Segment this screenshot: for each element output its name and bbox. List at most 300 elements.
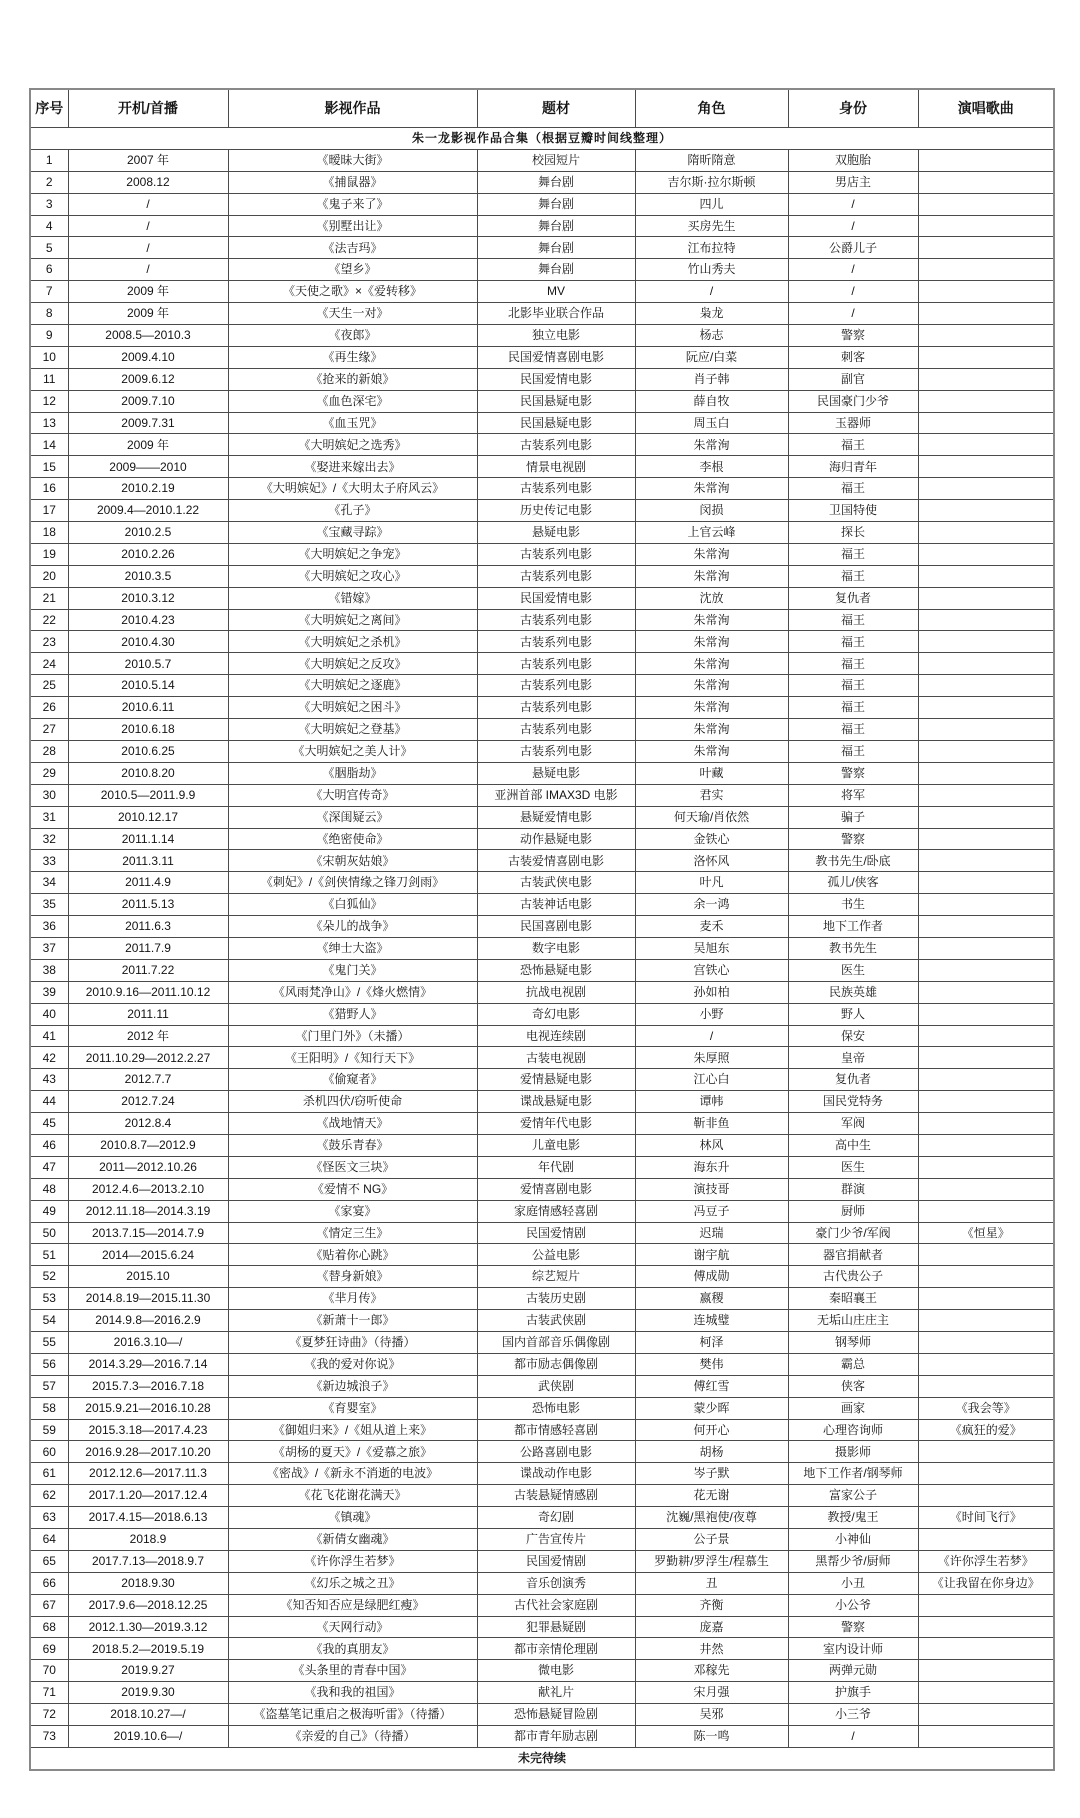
cell-genre: 古装系列电影 (477, 434, 635, 456)
column-header-genre: 题材 (477, 89, 635, 128)
cell-role: 沈放 (635, 587, 788, 609)
cell-date: 2012.11.18—2014.3.19 (68, 1200, 228, 1222)
cell-identity: 黑帮少爷/厨师 (788, 1550, 918, 1572)
cell-no: 37 (30, 937, 68, 959)
cell-date: 2012.8.4 (68, 1113, 228, 1135)
cell-no: 54 (30, 1310, 68, 1332)
table-row (30, 1288, 1054, 1310)
cell-date: 2012 年 (68, 1025, 228, 1047)
table-row (30, 412, 1054, 434)
cell-no: 45 (30, 1113, 68, 1135)
table-row (30, 1222, 1054, 1244)
cell-song (918, 609, 1054, 631)
cell-identity: 护旗手 (788, 1682, 918, 1704)
cell-identity: 探长 (788, 522, 918, 544)
cell-song (918, 1310, 1054, 1332)
cell-song (918, 1113, 1054, 1135)
cell-date: 2007 年 (68, 149, 228, 171)
cell-song (918, 784, 1054, 806)
cell-role: 齐衡 (635, 1594, 788, 1616)
cell-title: 《再生缘》 (228, 346, 477, 368)
footer-row (30, 1747, 1054, 1769)
cell-song (918, 346, 1054, 368)
table-row (30, 1331, 1054, 1353)
cell-no: 33 (30, 850, 68, 872)
table-row (30, 1047, 1054, 1069)
cell-identity: 小丑 (788, 1572, 918, 1594)
cell-date: 2010.6.25 (68, 740, 228, 762)
cell-date: 2010.8.7—2012.9 (68, 1134, 228, 1156)
cell-no: 4 (30, 215, 68, 237)
cell-title: 《亲爱的自己》（待播） (228, 1726, 477, 1748)
cell-identity: 福王 (788, 675, 918, 697)
cell-no: 66 (30, 1572, 68, 1594)
column-header-song: 演唱歌曲 (918, 89, 1054, 128)
cell-date: 2011.4.9 (68, 872, 228, 894)
cell-song (918, 872, 1054, 894)
cell-genre: 谍战悬疑电影 (477, 1091, 635, 1113)
cell-identity: 福王 (788, 434, 918, 456)
table-row (30, 215, 1054, 237)
cell-date: 2010.9.16—2011.10.12 (68, 981, 228, 1003)
cell-song (918, 390, 1054, 412)
cell-date: 2010.3.5 (68, 565, 228, 587)
cell-title: 《捕鼠器》 (228, 171, 477, 193)
cell-title: 《宋朝灰姑娘》 (228, 850, 477, 872)
cell-date: 2018.10.27—/ (68, 1704, 228, 1726)
cell-song (918, 1266, 1054, 1288)
cell-identity: 军阀 (788, 1113, 918, 1135)
table-row (30, 697, 1054, 719)
cell-song (918, 500, 1054, 522)
table-row (30, 675, 1054, 697)
cell-title: 《许你浮生若梦》 (228, 1550, 477, 1572)
cell-title: 杀机四伏/窃听使命 (228, 1091, 477, 1113)
table-row (30, 806, 1054, 828)
cell-title: 《大明嫔妃之选秀》 (228, 434, 477, 456)
cell-no: 21 (30, 587, 68, 609)
cell-role: 傅红雪 (635, 1375, 788, 1397)
cell-song (918, 303, 1054, 325)
cell-role: 花无谢 (635, 1485, 788, 1507)
cell-identity: 卫国特使 (788, 500, 918, 522)
table-row (30, 171, 1054, 193)
cell-identity: 地下工作者/钢琴师 (788, 1463, 918, 1485)
cell-date: 2011.5.13 (68, 894, 228, 916)
cell-no: 57 (30, 1375, 68, 1397)
cell-date: 2015.7.3—2016.7.18 (68, 1375, 228, 1397)
cell-title: 《大明嫔妃之争宠》 (228, 543, 477, 565)
cell-date: 2014.3.29—2016.7.14 (68, 1353, 228, 1375)
cell-song (918, 1178, 1054, 1200)
cell-role: 丑 (635, 1572, 788, 1594)
cell-no: 2 (30, 171, 68, 193)
table-row (30, 1616, 1054, 1638)
cell-role: 朱常洵 (635, 653, 788, 675)
cell-role: 迟瑞 (635, 1222, 788, 1244)
table-row (30, 1156, 1054, 1178)
cell-title: 《大明嫔妃之美人计》 (228, 740, 477, 762)
cell-genre: 悬疑电影 (477, 522, 635, 544)
cell-genre: 奇幻剧 (477, 1507, 635, 1529)
cell-song (918, 719, 1054, 741)
cell-identity: 无垢山庄庄主 (788, 1310, 918, 1332)
cell-role: 朱常洵 (635, 609, 788, 631)
table-row (30, 1660, 1054, 1682)
cell-role: 林风 (635, 1134, 788, 1156)
table-row (30, 149, 1054, 171)
cell-no: 39 (30, 981, 68, 1003)
cell-song (918, 434, 1054, 456)
cell-song (918, 1331, 1054, 1353)
cell-genre: 年代剧 (477, 1156, 635, 1178)
cell-date: 2009.4—2010.1.22 (68, 500, 228, 522)
table-row (30, 1069, 1054, 1091)
cell-title: 《贴着你心跳》 (228, 1244, 477, 1266)
cell-no: 47 (30, 1156, 68, 1178)
cell-no: 25 (30, 675, 68, 697)
cell-identity: 秦昭襄王 (788, 1288, 918, 1310)
table-row (30, 1594, 1054, 1616)
table-row (30, 719, 1054, 741)
cell-genre: 情景电视剧 (477, 456, 635, 478)
cell-genre: 古装武侠电影 (477, 872, 635, 894)
cell-genre: 古装系列电影 (477, 478, 635, 500)
cell-date: 2012.7.24 (68, 1091, 228, 1113)
table-row (30, 1113, 1054, 1135)
cell-title: 《怪医文三块》 (228, 1156, 477, 1178)
cell-genre: 抗战电视剧 (477, 981, 635, 1003)
cell-song: 《让我留在你身边》 (918, 1572, 1054, 1594)
cell-no: 22 (30, 609, 68, 631)
cell-no: 36 (30, 916, 68, 938)
cell-role: / (635, 1025, 788, 1047)
cell-role: 朱常洵 (635, 675, 788, 697)
cell-date: 2009——2010 (68, 456, 228, 478)
cell-genre: 奇幻电影 (477, 1003, 635, 1025)
cell-song (918, 1047, 1054, 1069)
cell-no: 14 (30, 434, 68, 456)
cell-role: 樊伟 (635, 1353, 788, 1375)
cell-no: 10 (30, 346, 68, 368)
cell-title: 《暧昧大街》 (228, 149, 477, 171)
table-row (30, 543, 1054, 565)
cell-no: 32 (30, 828, 68, 850)
cell-date: 2019.9.27 (68, 1660, 228, 1682)
cell-identity: 古代贵公子 (788, 1266, 918, 1288)
cell-role: 杨志 (635, 325, 788, 347)
cell-title: 《镇魂》 (228, 1507, 477, 1529)
cell-song (918, 478, 1054, 500)
cell-title: 《密战》/《新永不消逝的电波》 (228, 1463, 477, 1485)
cell-date: 2010.2.5 (68, 522, 228, 544)
header-row (30, 89, 1054, 128)
cell-role: 吴旭东 (635, 937, 788, 959)
cell-date: / (68, 237, 228, 259)
cell-genre: 古装电视剧 (477, 1047, 635, 1069)
cell-genre: 亚洲首部 IMAX3D 电影 (477, 784, 635, 806)
cell-no: 24 (30, 653, 68, 675)
cell-identity: 警察 (788, 1616, 918, 1638)
cell-identity: 海归青年 (788, 456, 918, 478)
cell-no: 27 (30, 719, 68, 741)
cell-song (918, 1375, 1054, 1397)
cell-song: 《时间飞行》 (918, 1507, 1054, 1529)
cell-title: 《花飞花谢花满天》 (228, 1485, 477, 1507)
cell-title: 《鼓乐青春》 (228, 1134, 477, 1156)
cell-no: 42 (30, 1047, 68, 1069)
cell-no: 53 (30, 1288, 68, 1310)
cell-no: 8 (30, 303, 68, 325)
cell-no: 63 (30, 1507, 68, 1529)
cell-role: 江心白 (635, 1069, 788, 1091)
cell-identity: 医生 (788, 1156, 918, 1178)
cell-no: 51 (30, 1244, 68, 1266)
cell-role: 公子景 (635, 1529, 788, 1551)
cell-date: 2010.5.7 (68, 653, 228, 675)
table-row (30, 1244, 1054, 1266)
cell-identity: 野人 (788, 1003, 918, 1025)
cell-title: 《盗墓笔记重启之极海听雷》（待播） (228, 1704, 477, 1726)
table-row (30, 1003, 1054, 1025)
cell-genre: 古装系列电影 (477, 719, 635, 741)
table-row (30, 631, 1054, 653)
cell-date: 2018.9 (68, 1529, 228, 1551)
cell-song (918, 1726, 1054, 1748)
cell-genre: 恐怖悬疑电影 (477, 959, 635, 981)
cell-song (918, 806, 1054, 828)
table-row (30, 1178, 1054, 1200)
cell-role: 谭帏 (635, 1091, 788, 1113)
cell-song (918, 281, 1054, 303)
cell-role: 胡杨 (635, 1441, 788, 1463)
cell-date: 2009.7.31 (68, 412, 228, 434)
cell-identity: 室内设计师 (788, 1638, 918, 1660)
cell-genre: 民国悬疑电影 (477, 412, 635, 434)
table-row (30, 1572, 1054, 1594)
cell-genre: 古装系列电影 (477, 697, 635, 719)
cell-identity: 厨师 (788, 1200, 918, 1222)
table-row (30, 1375, 1054, 1397)
cell-date: 2008.12 (68, 171, 228, 193)
table-row (30, 456, 1054, 478)
cell-no: 31 (30, 806, 68, 828)
title-row (30, 128, 1054, 150)
table-row (30, 368, 1054, 390)
table-row (30, 762, 1054, 784)
cell-genre: 数字电影 (477, 937, 635, 959)
cell-genre: 舞台剧 (477, 259, 635, 281)
cell-role: 麦禾 (635, 916, 788, 938)
cell-role: 海东升 (635, 1156, 788, 1178)
table-row (30, 1266, 1054, 1288)
cell-date: 2010.2.26 (68, 543, 228, 565)
cell-date: 2011.7.22 (68, 959, 228, 981)
cell-date: 2010.8.20 (68, 762, 228, 784)
table-row (30, 500, 1054, 522)
cell-role: 蒙少晖 (635, 1397, 788, 1419)
cell-genre: 民国爱情电影 (477, 368, 635, 390)
cell-identity: 福王 (788, 543, 918, 565)
cell-genre: 爱情年代电影 (477, 1113, 635, 1135)
cell-title: 《大明嫔妃之离间》 (228, 609, 477, 631)
cell-identity: 霸总 (788, 1353, 918, 1375)
cell-title: 《大明嫔妃之反攻》 (228, 653, 477, 675)
cell-identity: 教授/鬼王 (788, 1507, 918, 1529)
cell-date: 2012.12.6—2017.11.3 (68, 1463, 228, 1485)
cell-no: 26 (30, 697, 68, 719)
cell-no: 72 (30, 1704, 68, 1726)
cell-song (918, 653, 1054, 675)
cell-title: 《替身新娘》 (228, 1266, 477, 1288)
cell-song (918, 193, 1054, 215)
cell-title: 《我的爱对你说》 (228, 1353, 477, 1375)
cell-no: 64 (30, 1529, 68, 1551)
cell-date: 2010.4.30 (68, 631, 228, 653)
cell-song (918, 237, 1054, 259)
cell-title: 《鬼子来了》 (228, 193, 477, 215)
cell-no: 60 (30, 1441, 68, 1463)
cell-role: 朱常洵 (635, 478, 788, 500)
cell-no: 70 (30, 1660, 68, 1682)
cell-identity: 国民党特务 (788, 1091, 918, 1113)
cell-genre: 民国喜剧电影 (477, 916, 635, 938)
column-header-identity: 身份 (788, 89, 918, 128)
table-row (30, 193, 1054, 215)
cell-date: / (68, 259, 228, 281)
column-header-no: 序号 (30, 89, 68, 128)
cell-identity: 福王 (788, 478, 918, 500)
cell-date: 2016.3.10—/ (68, 1331, 228, 1353)
cell-genre: 动作悬疑电影 (477, 828, 635, 850)
cell-date: 2014.9.8—2016.2.9 (68, 1310, 228, 1332)
cell-title: 《望乡》 (228, 259, 477, 281)
cell-no: 34 (30, 872, 68, 894)
cell-title: 《偷窥者》 (228, 1069, 477, 1091)
cell-date: 2009.7.10 (68, 390, 228, 412)
cell-role: 叶凡 (635, 872, 788, 894)
table-row (30, 784, 1054, 806)
table-row (30, 390, 1054, 412)
cell-song (918, 325, 1054, 347)
cell-role: / (635, 281, 788, 303)
cell-identity: 副官 (788, 368, 918, 390)
table-row (30, 1091, 1054, 1113)
cell-no: 12 (30, 390, 68, 412)
cell-identity: / (788, 215, 918, 237)
cell-identity: / (788, 193, 918, 215)
cell-date: 2016.9.28—2017.10.20 (68, 1441, 228, 1463)
cell-title: 《新边城浪子》 (228, 1375, 477, 1397)
cell-identity: 群演 (788, 1178, 918, 1200)
cell-role: 邓稼先 (635, 1660, 788, 1682)
cell-title: 《娶进来嫁出去》 (228, 456, 477, 478)
cell-song (918, 850, 1054, 872)
table-row (30, 1463, 1054, 1485)
cell-role: 宋月强 (635, 1682, 788, 1704)
cell-song (918, 149, 1054, 171)
cell-role: 竹山秀夫 (635, 259, 788, 281)
cell-date: 2011.3.11 (68, 850, 228, 872)
cell-role: 闵损 (635, 500, 788, 522)
cell-no: 13 (30, 412, 68, 434)
cell-genre: 古装历史剧 (477, 1288, 635, 1310)
cell-genre: 古装系列电影 (477, 675, 635, 697)
table-row (30, 609, 1054, 631)
cell-title: 《头条里的青春中国》 (228, 1660, 477, 1682)
cell-no: 44 (30, 1091, 68, 1113)
cell-song (918, 894, 1054, 916)
table-row (30, 1682, 1054, 1704)
cell-date: 2015.3.18—2017.4.23 (68, 1419, 228, 1441)
cell-identity: / (788, 1726, 918, 1748)
cell-no: 69 (30, 1638, 68, 1660)
cell-identity: 男店主 (788, 171, 918, 193)
cell-no: 59 (30, 1419, 68, 1441)
cell-title: 《御姐归来》/《姐从道上来》 (228, 1419, 477, 1441)
cell-genre: 舞台剧 (477, 193, 635, 215)
cell-no: 58 (30, 1397, 68, 1419)
cell-genre: 古装系列电影 (477, 740, 635, 762)
cell-role: 宫铁心 (635, 959, 788, 981)
cell-identity: 书生 (788, 894, 918, 916)
cell-date: 2012.4.6—2013.2.10 (68, 1178, 228, 1200)
cell-song (918, 1485, 1054, 1507)
cell-song (918, 937, 1054, 959)
cell-role: 洛怀风 (635, 850, 788, 872)
cell-title: 《绅士大盗》 (228, 937, 477, 959)
cell-date: 2010.6.11 (68, 697, 228, 719)
cell-song (918, 1594, 1054, 1616)
cell-genre: 都市励志偶像剧 (477, 1353, 635, 1375)
cell-no: 17 (30, 500, 68, 522)
cell-genre: 都市青年励志剧 (477, 1726, 635, 1748)
cell-song (918, 259, 1054, 281)
cell-identity: / (788, 303, 918, 325)
cell-identity: 骗子 (788, 806, 918, 828)
cell-song (918, 1441, 1054, 1463)
cell-no: 23 (30, 631, 68, 653)
cell-role: 何开心 (635, 1419, 788, 1441)
cell-identity: 福王 (788, 740, 918, 762)
cell-title: 《育婴室》 (228, 1397, 477, 1419)
cell-no: 48 (30, 1178, 68, 1200)
cell-genre: 舞台剧 (477, 237, 635, 259)
cell-genre: 都市亲情伦理剧 (477, 1638, 635, 1660)
cell-date: 2017.4.15—2018.6.13 (68, 1507, 228, 1529)
cell-song (918, 740, 1054, 762)
cell-title: 《夏梦狂诗曲》（待播） (228, 1331, 477, 1353)
cell-identity: 将军 (788, 784, 918, 806)
table-row (30, 434, 1054, 456)
cell-title: 《别墅出让》 (228, 215, 477, 237)
cell-title: 《刺妃》/《剑侠情缘之锋刀剑雨》 (228, 872, 477, 894)
cell-date: 2009 年 (68, 281, 228, 303)
cell-title: 《新倩女幽魂》 (228, 1529, 477, 1551)
cell-genre: 谍战动作电影 (477, 1463, 635, 1485)
cell-title: 《孔子》 (228, 500, 477, 522)
cell-genre: 悬疑电影 (477, 762, 635, 784)
cell-title: 《风雨梵净山》/《烽火燃情》 (228, 981, 477, 1003)
cell-song (918, 171, 1054, 193)
cell-genre: 民国爱情喜剧电影 (477, 346, 635, 368)
table-row (30, 959, 1054, 981)
cell-role: 上官云峰 (635, 522, 788, 544)
cell-genre: 恐怖悬疑冒险剧 (477, 1704, 635, 1726)
cell-date: 2018.5.2—2019.5.19 (68, 1638, 228, 1660)
table-row (30, 872, 1054, 894)
cell-genre: 民国爱情剧 (477, 1550, 635, 1572)
